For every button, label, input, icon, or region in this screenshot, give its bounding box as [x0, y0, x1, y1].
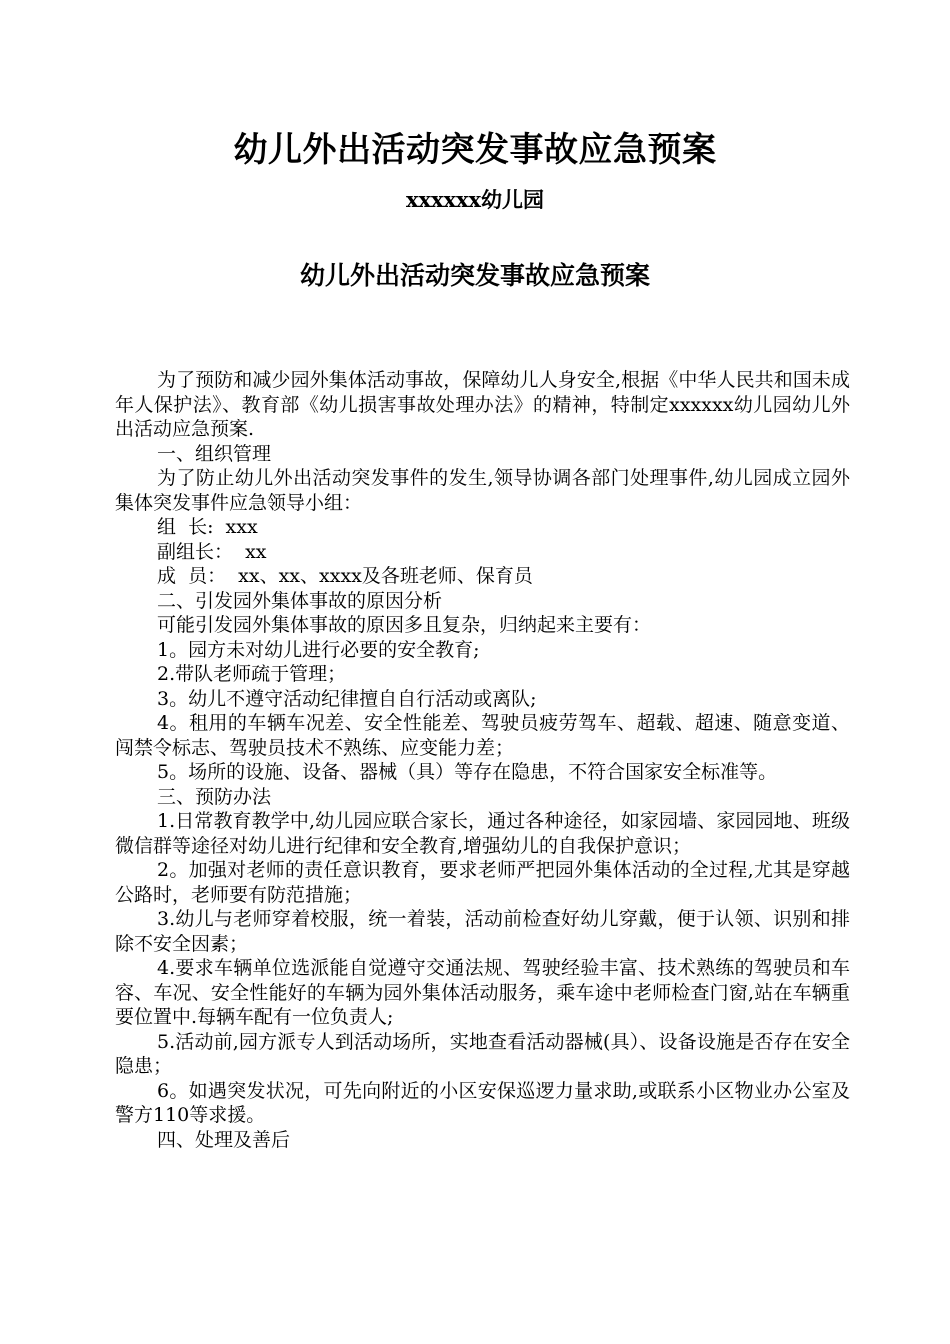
- leader-line: 组 长: xxx: [157, 516, 258, 538]
- document-title: 幼儿外出活动突发事故应急预案: [233, 130, 717, 170]
- heading-cause-analysis: 二、引发园外集体事故的原因分析: [157, 589, 443, 612]
- cause-item-5: 5。场所的设施、设备、器械（具）等存在隐患，不符合国家安全标准等。: [157, 761, 778, 783]
- document-body: [115, 368, 850, 1152]
- paragraph-cause-intro: 可能引发园外集体事故的原因多且复杂，归纳起来主要有：: [157, 614, 652, 636]
- prevention-item-4: 4.要求车辆单位选派能自觉遵守交通法规、驾驶经验丰富、技术熟练的驾驶员和车容、车况、安全性能好的车辆为园外集体活动服务，乘车途中老师检查门窗,站在车辆重要位置中.每辆车配有一位负责人;: [115, 957, 850, 1028]
- deputy-leader-line: 副组长： xx: [157, 540, 267, 563]
- paragraph-organization: 为了防止幼儿外出活动突发事件的发生,领导协调各部门处理事件,幼儿园成立园外集体突发事件应急领导小组：: [115, 467, 850, 514]
- heading-organization: 一、组织管理: [157, 442, 272, 465]
- kindergarten-name: xxxxxx幼儿园: [405, 187, 545, 212]
- prevention-item-6: 6。如遇突发状况，可先向附近的小区安保巡逻力量求助,或联系小区物业办公室及警方110等求援。: [115, 1079, 850, 1126]
- section-title: 幼儿外出活动突发事故应急预案: [299, 261, 650, 290]
- members-line: 成 员： xx、xx、xxxx及各班老师、保育员: [157, 565, 533, 587]
- prevention-item-3: 3.幼儿与老师穿着校服，统一着装，活动前检查好幼儿穿戴，便于认领、识别和排除不安全因素；: [115, 908, 850, 955]
- heading-handling: 四、处理及善后: [157, 1128, 291, 1151]
- cause-item-1: 1。园方未对幼儿进行必要的安全教育;: [157, 638, 480, 661]
- cause-item-4: 4。租用的车辆车况差、安全性能差、驾驶员疲劳驾车、超载、超速、随意变道、闯禁令标志、驾驶员技术不熟练、应变能力差；: [115, 712, 850, 759]
- prevention-item-2: 2。加强对老师的责任意识教育，要求老师严把园外集体活动的全过程,尤其是穿越公路时，老师要有防范措施；: [115, 859, 850, 906]
- heading-prevention: 三、预防办法: [157, 785, 272, 808]
- paragraph-intro: 为了预防和减少园外集体活动事故，保障幼儿人身安全,根据《中华人民共和国未成年人保护法》、教育部《幼儿损害事故处理办法》的精神，特制定xxxxxx幼儿园幼儿外出活动应急预案.: [115, 369, 850, 440]
- prevention-item-1: 1.日常教育教学中,幼儿园应联合家长，通过各种途径，如家园墙、家园园地、班级微信群等途径对幼儿进行纪律和安全教育,增强幼儿的自我保护意识；: [115, 810, 850, 857]
- cause-item-2: 2.带队老师疏于管理；: [157, 663, 347, 685]
- prevention-item-5: 5.活动前,园方派专人到活动场所，实地查看活动器械(具）、设备设施是否存在安全隐患；: [115, 1030, 850, 1077]
- cause-item-3: 3。幼儿不遵守活动纪律擅自自行活动或离队;: [157, 687, 537, 710]
